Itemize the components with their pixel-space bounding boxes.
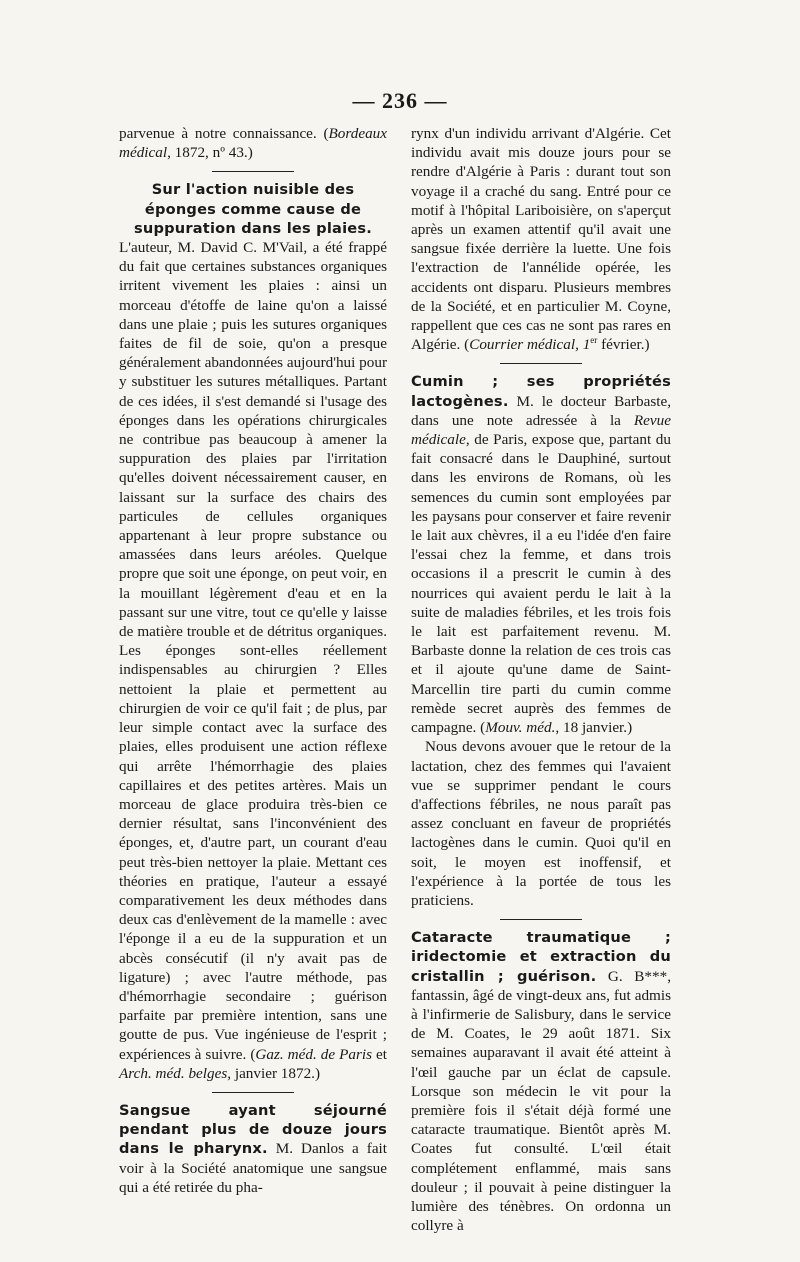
- continuation-sup: er: [590, 335, 598, 346]
- intro-source: Bordeaux médical: [119, 125, 387, 162]
- continuation-tail: février.): [597, 336, 650, 354]
- article-source: Gaz. méd. de Paris: [255, 1045, 373, 1063]
- left-column: [119, 124, 387, 1197]
- article-source-joiner: et: [372, 1045, 387, 1063]
- article-leech: [119, 1101, 387, 1197]
- article-title-cataract: Cataracte traumatique ; iridectomie et extraction du cristallin ; guérison.: [411, 929, 671, 985]
- article-source-tail: , 18 janvier.): [555, 719, 633, 737]
- article-body-cumin: , de Paris, expose que, partant du fait consacré dans le Dauphiné, surtout dans les environs de Romans, où les semences du cumin sont employées par les paysans pour conserver et faire revenir le lait aux chèvres, il a eu l'idée d'en faire l'essai chez la femme, et dans trois occasions il a prescrit le cumin à des nourrices qui avaient perdu le lait à la suite de maladies fébriles, et les trois fois le lait est parfaitement revenu. M. Barbaste donne la relation de ces trois cas et il ajoute qu'une dame de Saint-Marcellin tire parti du cumin comme remède secret auprès des femmes de campagne. (: [411, 431, 671, 737]
- page-number: — 236 —: [352, 88, 448, 113]
- article-body-cataract: G. B***, fantassin, âgé de vingt-deux ans, fut admis à l'infirmerie de Salisbury, dans le service de M. Coates, le 29 août 1871. Six semaines auparavant il avait été atteint à l'œil gauche par un éclat de capsule. Lorsque son médecin le vit pour la première fois il s'était déjà formé une cataracte traumatique. Bientôt après M. Coates fut consulté. L'œil était complétement enflammé, mais sans douleur ; il pouvait à peine distinguer la lumière des ténèbres. On ordonna un collyre à: [411, 967, 671, 1235]
- section-divider: [500, 363, 582, 364]
- right-column: [411, 124, 671, 1235]
- article-source-2: Arch. méd. belges: [119, 1064, 228, 1082]
- continuation-source: Courrier médical: [469, 336, 576, 354]
- continuation-date: , 1: [575, 336, 591, 354]
- intro-tail: , 1872, nº 43.): [167, 144, 253, 162]
- section-divider: [212, 1092, 294, 1093]
- article-title-cumin: Cumin ; ses propriétés lactogènes.: [411, 373, 671, 410]
- intro-paragraph: [119, 124, 387, 162]
- section-divider: [212, 171, 294, 172]
- article-cataract: [411, 928, 671, 1235]
- article-source: Mouv. méd.: [485, 719, 556, 737]
- article-body-leech: M. Danlos a fait voir à la Société anatomique une sangsue qui a été retirée du pha-: [119, 1140, 387, 1196]
- article-text: L'auteur, M. David C. M'Vail, a été frappé du fait que certaines substances organiques irritent vivement les plaies : ainsi un morceau d'étoffe de laine qu'on a laissé dans une plaie ; puis les sutures organiques faites de fil de soie, qu'on a presque généralement abandonnées aujourd'hui pour y substituer les sutures métalliques. Partant de ces idées, il s'est demandé si l'usage des éponges dans les opérations chirurgicales ne contribue pas beaucoup à amener la suppuration des plaies par l'irritation qu'elles doivent nécessairement causer, en laissant sur la surface des chairs des particules de cellules organiques appartenant à leur propre substance ou amassées dans leurs aréoles. Quelque propre que soit une éponge, on peut voir, en la mouillant légèrement d'eau et en la passant sur une vitre, tout ce qu'elle y laisse de matière trouble et de détritus organiques. Les éponges sont-elles réellement indispensables au chirurgien ? Elles nettoient la plaie et permettent au chirurgien de voir ce qu'il fait ; de plus, par leur simple contact avec la surface des plaies, elles produisent une action réflexe qui arrête l'hémorrhagie des plaies capillaires et des petites artères. Mais un morceau de glace produira très-bien ce dernier résultat, sans l'inconvénient des éponges, et, d'autre part, un courant d'eau peut très-bien nettoyer la plaie. Mettant ces théories en pratique, l'auteur a essayé comparativement les deux méthodes dans deux cas d'enlèvement de la mamelle : avec l'éponge il a eu de la suppuration et un abcès consécutif (il n'y avait pas de ligature) ; avec l'autre méthode, pas d'hémorrhagie secondaire ; guérison parfaite par première intention, sans une goutte de pus. Vue ingénieuse de l'esprit ; expériences à suivre. (: [119, 239, 387, 1063]
- article-title-sponges: Sur l'action nuisible des éponges comme cause de suppuration dans les plaies.: [133, 181, 373, 237]
- article-body-sponges: [119, 238, 387, 1083]
- article-title-leech: Sangsue ayant séjourné pendant plus de douze jours dans le pharynx.: [119, 1101, 387, 1158]
- article-source-tail: , janvier 1872.): [227, 1064, 321, 1082]
- leech-continuation: [411, 124, 671, 354]
- article-journal: Revue médicale: [411, 411, 671, 449]
- article-cumin-comment: Nous devons avouer que le retour de la lactation, chez des femmes qui l'avaient vue se supprimer pendant le cours d'affections fébriles, ne nous paraît pas assez concluant en faveur de propriétés lactogènes dans le cumin. Quoi qu'il en soit, le moyen est inoffensif, et l'expérience à la portée de tous les praticiens.: [411, 738, 671, 909]
- article-cumin: [411, 372, 671, 737]
- continuation-text: rynx d'un individu arrivant d'Algérie. Cet individu avait mis douze jours pour se rendre d'Algérie à Paris : durant tout son voyage il a craché du sang. Entré pour ce motif à l'hôpital Lariboisière, on s'aperçut après un examen attentif qu'il avait une sangsue fixée derrière la luette. Une fois l'extraction de l'annélide opérée, les accidents ont disparu. Plusieurs membres de la Société, et en particulier M. Coyne, rappellent que ces cas ne sont pas rares en Algérie. (: [411, 125, 671, 354]
- article-body-cumin-pre: M. le docteur Barbaste, dans une note adressée à la: [411, 392, 671, 429]
- intro-text: parvenue à notre connaissance. (: [119, 125, 329, 142]
- section-divider: [500, 919, 582, 920]
